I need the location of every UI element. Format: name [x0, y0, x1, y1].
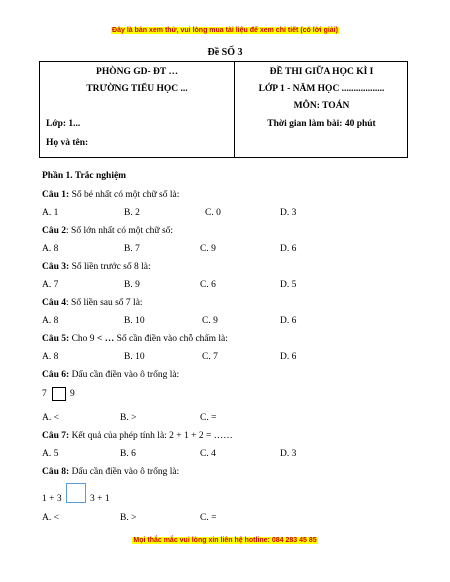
q4-option-b[interactable]: B. 10	[124, 316, 145, 326]
q2-option-b[interactable]: B. 7	[124, 244, 140, 254]
question-4: Câu 4: Số liền sau số 7 là:	[42, 298, 143, 308]
q5-option-b[interactable]: B. 10	[124, 352, 145, 362]
exam-name: ĐỀ THI GIỮA HỌC KÌ I	[269, 67, 374, 77]
q7-option-c[interactable]: C. 4	[200, 449, 216, 459]
question-8: Câu 8: Dấu cần điền vào ô trống là:	[42, 467, 180, 477]
time-limit: Thời gian làm bài: 40 phút	[267, 119, 376, 129]
section-title: Phần 1. Trắc nghiệm	[42, 171, 127, 181]
q6-right-operand: 9	[70, 389, 75, 399]
q4-option-a[interactable]: A. 8	[42, 316, 59, 326]
exam-title: Đề SỐ 3	[207, 47, 243, 58]
q7-option-b[interactable]: B. 6	[120, 449, 136, 459]
q2-option-d[interactable]: D. 6	[280, 244, 297, 254]
q6-option-b[interactable]: B. >	[120, 413, 137, 423]
q6-option-c[interactable]: C. =	[200, 413, 217, 423]
q5-option-d[interactable]: D. 6	[280, 352, 297, 362]
q8-option-b[interactable]: B. >	[120, 513, 137, 523]
subject: MÔN: TOÁN	[293, 101, 350, 111]
q6-left-operand: 7	[42, 389, 47, 399]
question-6: Câu 6: Dấu cần điền vào ô trống là:	[42, 370, 180, 380]
class-label: Lớp: 1...	[46, 119, 81, 129]
question-2: Câu 2: Số lớn nhất có một chữ số:	[42, 226, 174, 236]
preview-notice-banner: Đây là bản xem thử, vui lòng mua tài liệu để xem chi tiết (có lời giải)	[112, 27, 338, 34]
department-name: PHÒNG GD- ĐT …	[96, 67, 178, 77]
grade-year: LỚP 1 - NĂM HỌC ..................	[258, 84, 385, 94]
student-name-label: Họ và tên:	[46, 138, 89, 148]
question-7: Câu 7: Kết quả của phép tính là: 2 + 1 + 2 = ……	[42, 431, 233, 441]
q3-option-c[interactable]: C. 6	[200, 280, 216, 290]
q5-option-a[interactable]: A. 8	[42, 352, 59, 362]
q4-option-d[interactable]: D. 6	[280, 316, 297, 326]
q1-option-d[interactable]: D. 3	[280, 208, 297, 218]
question-3: Câu 3: Số liền trước số 8 là:	[42, 262, 151, 272]
question-5: Câu 5: Cho 9 < … Số cần điền vào chỗ chấm là:	[42, 334, 228, 344]
hotline-banner: Mọi thắc mắc vui lòng xin liên hệ hotline: 084 283 45 85	[133, 537, 317, 544]
q8-left-expression: 1 + 3	[42, 494, 62, 504]
q4-option-c[interactable]: C. 9	[202, 316, 218, 326]
q6-option-a[interactable]: A. <	[42, 413, 59, 423]
q3-option-b[interactable]: B. 9	[124, 280, 140, 290]
exam-header-table	[39, 61, 408, 158]
q8-right-expression: 3 + 1	[90, 494, 110, 504]
q1-option-a[interactable]: A. 1	[42, 208, 59, 218]
q2-option-c[interactable]: C. 9	[200, 244, 216, 254]
q3-option-a[interactable]: A. 7	[42, 280, 59, 290]
q2-option-a[interactable]: A. 8	[42, 244, 59, 254]
q1-option-b[interactable]: B. 2	[124, 208, 140, 218]
q1-option-c[interactable]: C. 0	[205, 208, 221, 218]
q7-option-a[interactable]: A. 5	[42, 449, 59, 459]
q3-option-d[interactable]: D. 5	[280, 280, 297, 290]
q8-option-a[interactable]: A. <	[42, 513, 59, 523]
question-1: Câu 1: Số bé nhất có một chữ số là:	[42, 190, 180, 200]
q7-option-d[interactable]: D. 3	[280, 449, 297, 459]
school-name: TRƯỜNG TIỂU HỌC ...	[86, 84, 188, 94]
q8-option-c[interactable]: C. =	[200, 513, 217, 523]
q8-answer-box[interactable]	[66, 483, 86, 503]
q6-answer-box[interactable]	[52, 387, 66, 401]
q5-option-c[interactable]: C. 7	[202, 352, 218, 362]
